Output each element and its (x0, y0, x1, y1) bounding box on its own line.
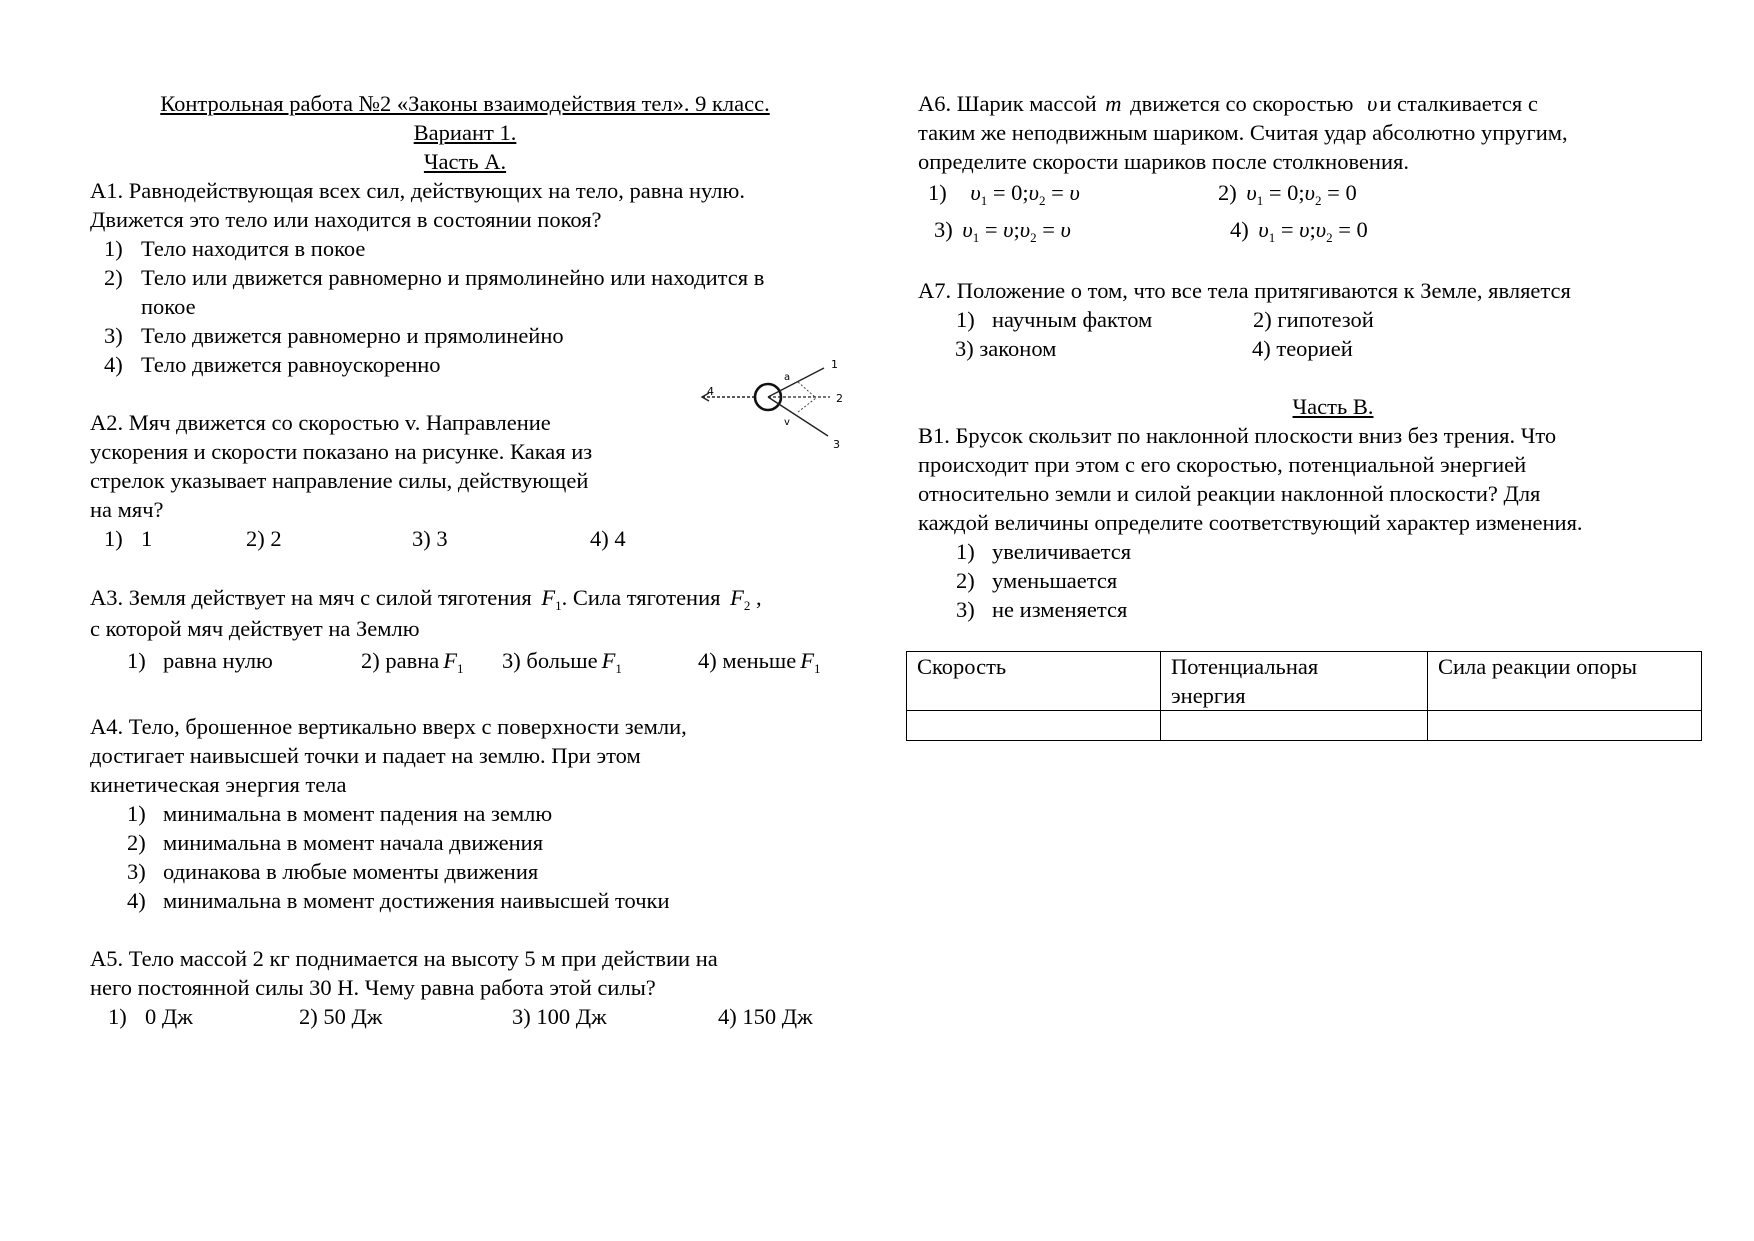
a2-option-num: 1) (104, 526, 123, 551)
subscript: 2 (1315, 193, 1322, 208)
a6-option-num: 1) (928, 180, 947, 205)
formula-F: F (541, 585, 556, 610)
formula-semicolon: ; (1298, 180, 1305, 205)
formula-F: F (800, 648, 814, 673)
a7-option-num: 1) (956, 307, 975, 332)
fig-label-3: 3 (833, 438, 840, 451)
subscript: 1 (457, 661, 464, 676)
a5-option-4: 4) 150 Дж (718, 1004, 813, 1029)
a3-option-3 (502, 646, 622, 675)
formula-eq: = (1280, 217, 1294, 242)
formula-semicolon: ; (1022, 180, 1029, 205)
table-header-potential-energy (1161, 652, 1428, 711)
a7-option-3: 3) законом (955, 336, 1057, 361)
variant-heading: Вариант 1. (413, 120, 517, 145)
a3-text-part: А3. Земля действует на мяч с силой тяготения (90, 585, 532, 610)
formula-v: υ (1367, 91, 1378, 116)
subscript: 1 (615, 661, 622, 676)
a4-question-line: кинетическая энергия тела (90, 772, 347, 797)
a1-option-num: 2) (104, 265, 123, 290)
a2-question-line: ускорения и скорости показано на рисунке. Какая из (90, 439, 593, 464)
a3-option-1: равна нулю (163, 648, 273, 673)
formula-semicolon: ; (1013, 217, 1020, 242)
b1-question-line: относительно земли и силой реакции наклонной плоскости? Для (918, 481, 1541, 506)
a5-option-2: 2) 50 Дж (299, 1004, 383, 1029)
formula-eq: = (1338, 217, 1351, 242)
a1-question-line2: Движется это тело или находится в состоянии покоя? (90, 207, 602, 232)
table-header-reaction-force: Сила реакции опоры (1428, 652, 1702, 711)
b1-question-line: каждой величины определите соответствующий характер изменения. (918, 510, 1583, 535)
formula-F: F (443, 648, 458, 673)
a6-text-part: движется со скоростью (1130, 91, 1354, 116)
a4-question-line: достигает наивысшей точки и падает на землю. При этом (90, 743, 641, 768)
formula-eq: = (984, 217, 998, 242)
a3-question-line1 (90, 583, 762, 612)
a6-option-num: 2) (1218, 180, 1237, 205)
formula-v: υ (1019, 217, 1031, 242)
b1-option-num: 2) (956, 568, 975, 593)
subscript: 1 (813, 661, 821, 676)
a6-text-part: и сталкивается с (1379, 91, 1538, 116)
formula-semicolon: ; (1309, 217, 1316, 242)
a5-option-num: 1) (108, 1004, 127, 1029)
formula-zero: 0 (1011, 180, 1023, 205)
velocity-projection-line (798, 382, 816, 398)
formula-eq: = (1268, 180, 1282, 205)
a4-question-line: А4. Тело, брошенное вертикально вверх с поверхности земли, (90, 714, 687, 739)
table-header-row (907, 652, 1702, 711)
a4-option-num: 1) (127, 801, 146, 826)
a1-option-num: 4) (104, 352, 123, 377)
formula-zero: 0 (1345, 180, 1357, 205)
subscript: 2 (1326, 230, 1333, 245)
a4-option-num: 4) (127, 888, 146, 913)
a6-option-4 (1230, 215, 1368, 244)
b1-answer-table (906, 651, 1702, 741)
b1-question-line: В1. Брусок скользит по наклонной плоскости вниз без трения. Что (918, 423, 1557, 448)
a6-question-line2: таким же неподвижным шариком. Считая удар абсолютно упругим, (918, 120, 1568, 145)
fig-label-v: v (784, 417, 790, 428)
subscript: 2 (1039, 193, 1046, 208)
a2-option-1: 1 (141, 526, 153, 551)
table-answer-row (907, 711, 1702, 741)
a2-ball-force-figure (694, 350, 854, 455)
a6-option-num: 4) (1230, 217, 1249, 242)
a1-option-num: 1) (104, 236, 123, 261)
formula-eq: = (1051, 180, 1064, 205)
a5-option-1: 0 Дж (145, 1004, 193, 1029)
a1-option-text: покое (141, 294, 196, 319)
a2-question-line: на мяч? (90, 497, 164, 522)
a1-option-text: Тело находится в покое (141, 236, 366, 261)
a1-option-text: Тело или движется равномерно и прямолинейно или находится в (141, 265, 765, 290)
formula-v: υ (1246, 180, 1257, 205)
formula-v: υ (970, 180, 981, 205)
a6-option-3 (934, 215, 1071, 244)
a7-option-1: научным фактом (992, 307, 1153, 332)
a3-option-text: 2) равна (361, 648, 440, 673)
b1-option-text: увеличивается (992, 539, 1132, 564)
subscript: 1 (980, 193, 988, 208)
table-header-text: Потенциальная (1171, 654, 1319, 679)
fig-label-4: 4 (707, 385, 714, 398)
b1-option-num: 1) (956, 539, 975, 564)
formula-F: F (730, 585, 744, 610)
formula-v: υ (1003, 217, 1014, 242)
a6-question-line1 (918, 89, 1538, 118)
a3-option-text: 4) меньше (698, 648, 797, 673)
a5-question-line: А5. Тело массой 2 кг поднимается на высоту 5 м при действии на (90, 946, 718, 971)
arrow-1-line (768, 368, 824, 397)
a3-option-num: 1) (127, 648, 146, 673)
a2-question-line: стрелок указывает направление силы, действующей (90, 468, 589, 493)
page-title: Контрольная работа №2 «Законы взаимодействия тел». 9 класс. (160, 91, 770, 116)
b1-option-text: уменьшается (992, 568, 1118, 593)
a3-text-part: . Сила тяготения (561, 585, 721, 610)
a7-option-4: 4) теорией (1252, 336, 1353, 361)
formula-zero: 0 (1356, 217, 1368, 242)
a6-text-part: А6. Шарик массой (918, 91, 1097, 116)
a1-question-line1: А1. Равнодействующая всех сил, действующих на тело, равна нулю. (90, 178, 745, 203)
a3-option-2 (361, 646, 464, 675)
a6-question-line3: определите скорости шариков после столкновения. (918, 149, 1409, 174)
subscript: 1 (555, 598, 562, 613)
a1-option-num: 3) (104, 323, 123, 348)
a4-option-text: минимальна в момент достижения наивысшей точки (163, 888, 670, 913)
a6-option-2 (1218, 178, 1357, 207)
formula-v: υ (1299, 217, 1310, 242)
b1-option-text: не изменяется (992, 597, 1128, 622)
b1-question-line: происходит при этом с его скоростью, потенциальной энергией (918, 452, 1527, 477)
formula-eq: = (1327, 180, 1340, 205)
a3-question-line2: с которой мяч действует на Землю (90, 616, 420, 641)
subscript: 2 (743, 598, 751, 613)
a2-option-3: 3) 3 (412, 526, 448, 551)
part-b-heading: Часть В. (1292, 394, 1374, 419)
formula-v: υ (962, 217, 973, 242)
subscript: 1 (1256, 193, 1264, 208)
a5-option-3: 3) 100 Дж (512, 1004, 607, 1029)
formula-F: F (601, 648, 616, 673)
a1-option-text: Тело движется равноускоренно (141, 352, 441, 377)
a2-option-4: 4) 4 (590, 526, 626, 551)
answer-cell-reaction-force[interactable] (1428, 711, 1702, 741)
a2-question-line: А2. Мяч движется со скоростью v. Направление (90, 410, 551, 435)
a4-option-text: минимальна в момент начала движения (163, 830, 544, 855)
a4-option-num: 3) (127, 859, 146, 884)
part-a-heading: Часть А. (423, 149, 507, 174)
a4-option-num: 2) (127, 830, 146, 855)
fig-label-2: 2 (836, 392, 843, 405)
a4-option-text: минимальна в момент падения на землю (163, 801, 553, 826)
a5-question-line: него постоянной силы 30 Н. Чему равна работа этой силы? (90, 975, 656, 1000)
a1-option-text: Тело движется равномерно и прямолинейно (141, 323, 564, 348)
a2-option-2: 2) 2 (246, 526, 282, 551)
a3-option-4 (698, 646, 820, 675)
formula-zero: 0 (1287, 180, 1299, 205)
fig-label-a: a (784, 372, 791, 383)
formula-v: υ (1304, 180, 1315, 205)
subscript: 1 (1268, 230, 1276, 245)
formula-v: υ (1069, 180, 1080, 205)
a3-option-text: 3) больше (502, 648, 598, 673)
arrow-3-line (768, 397, 828, 436)
formula-v: υ (1060, 217, 1071, 242)
answer-cell-potential-energy[interactable] (1161, 711, 1428, 741)
a7-option-2: 2) гипотезой (1253, 307, 1374, 332)
fig-label-1: 1 (831, 358, 838, 371)
formula-eq: = (1042, 217, 1055, 242)
a7-question: А7. Положение о том, что все тела притягиваются к Земле, является (918, 278, 1571, 303)
formula-m: m (1105, 91, 1122, 116)
acceleration-projection-line (798, 398, 816, 412)
formula-v: υ (1315, 217, 1327, 242)
formula-v: υ (1028, 180, 1039, 205)
subscript: 1 (972, 230, 980, 245)
table-header-speed: Скорость (907, 652, 1161, 711)
a4-option-text: одинакова в любые моменты движения (163, 859, 539, 884)
formula-eq: = (992, 180, 1006, 205)
a3-text-part: , (756, 585, 762, 610)
formula-v: υ (1258, 217, 1269, 242)
a6-option-1 (928, 178, 1080, 207)
a6-option-num: 3) (934, 217, 953, 242)
table-header-text: энергия (1171, 683, 1246, 708)
subscript: 2 (1030, 230, 1037, 245)
b1-option-num: 3) (956, 597, 975, 622)
answer-cell-speed[interactable] (907, 711, 1161, 741)
